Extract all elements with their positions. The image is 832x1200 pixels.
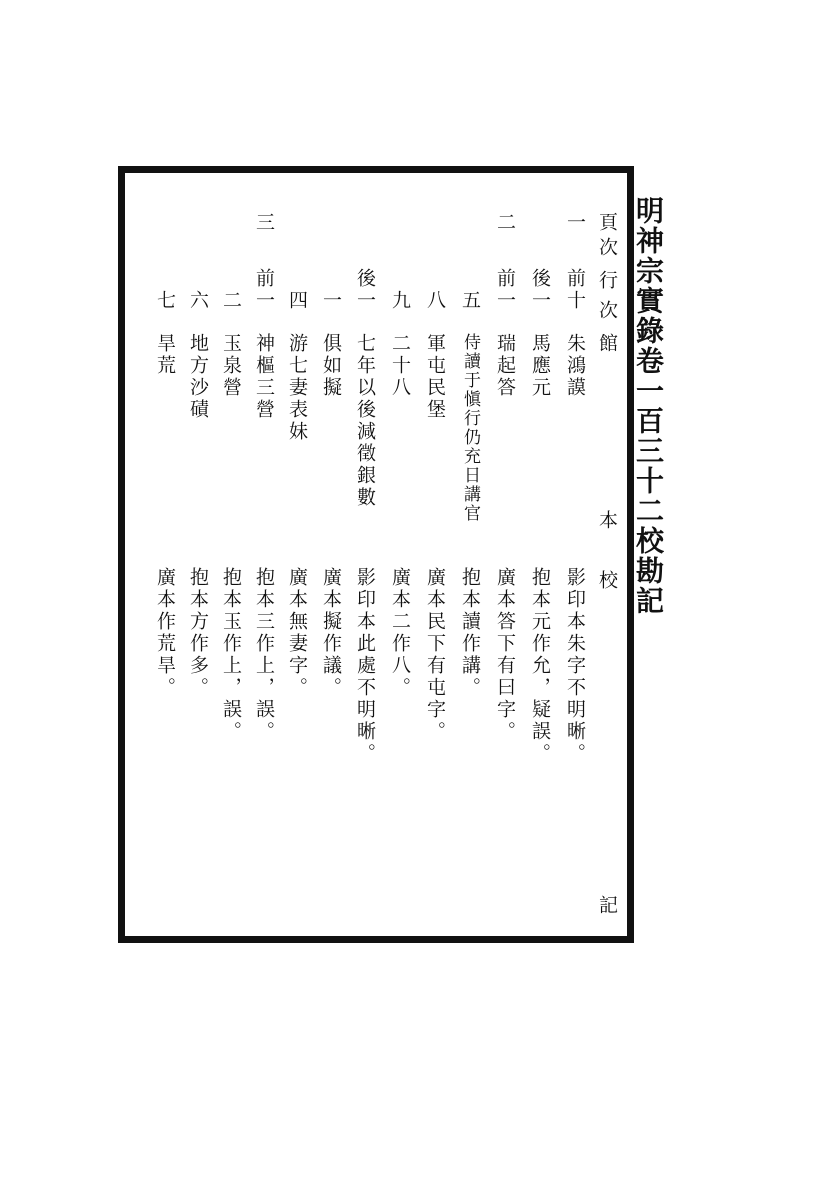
row-note: 廣本答下有曰字。 bbox=[494, 567, 516, 743]
row-line: 後一 bbox=[529, 268, 551, 312]
row-note: 影印本朱字不明晰。 bbox=[564, 567, 586, 765]
row-note: 廣本民下有屯字。 bbox=[424, 567, 446, 743]
row-note: 抱本讀作講。 bbox=[459, 567, 481, 699]
row-line: 後一 bbox=[354, 268, 376, 312]
row-note: 影印本此處不明晰。 bbox=[354, 567, 376, 765]
row-note: 抱本方作多。 bbox=[187, 567, 209, 699]
row-text: 朱鴻謨 bbox=[564, 333, 586, 399]
header-col-order2: 次 bbox=[596, 300, 618, 322]
row-text: 地方沙磧 bbox=[187, 333, 209, 421]
row-note: 廣本無妻字。 bbox=[286, 567, 308, 699]
row-note: 抱本元作允，疑誤。 bbox=[529, 567, 551, 765]
row-line: 八 bbox=[424, 290, 446, 312]
row-line: 九 bbox=[389, 290, 411, 312]
header-col-hall: 館 bbox=[596, 333, 618, 355]
row-text: 游七妻表妹 bbox=[286, 333, 308, 443]
row-text: 瑞起答 bbox=[494, 333, 516, 399]
header-col-line: 行 bbox=[596, 270, 618, 292]
row-page: 二 bbox=[494, 212, 516, 234]
row-text: 馬應元 bbox=[529, 333, 551, 399]
row-line: 前十 bbox=[564, 268, 586, 312]
row-line: 前一 bbox=[253, 268, 275, 312]
row-text: 俱如擬 bbox=[320, 333, 342, 399]
header-col-page: 頁 bbox=[596, 212, 618, 234]
row-text: 玉泉營 bbox=[220, 333, 242, 399]
row-line: 二 bbox=[220, 290, 242, 312]
row-note: 廣本作荒旱。 bbox=[154, 567, 176, 699]
row-line: 四 bbox=[286, 290, 308, 312]
row-note: 廣本二作八。 bbox=[389, 567, 411, 699]
row-line: 七 bbox=[154, 290, 176, 312]
row-line: 六 bbox=[187, 290, 209, 312]
row-text: 二十八 bbox=[389, 333, 411, 399]
page-border-frame bbox=[118, 166, 634, 943]
row-note: 抱本三作上，誤。 bbox=[253, 567, 275, 743]
row-line: 五 bbox=[459, 290, 481, 312]
header-col-collation: 校 bbox=[596, 570, 618, 592]
document-title: 明神宗實錄卷一百三十二校勘記 bbox=[632, 196, 665, 616]
row-page: 一 bbox=[564, 212, 586, 234]
header-col-order: 次 bbox=[596, 237, 618, 259]
row-note: 廣本擬作議。 bbox=[320, 567, 342, 699]
row-text: 神樞三營 bbox=[253, 333, 275, 421]
row-text: 七年以後減徵銀數 bbox=[354, 333, 376, 509]
row-text: 侍讀于愼行仍充日講官 bbox=[460, 333, 480, 523]
row-note: 抱本玉作上，誤。 bbox=[220, 567, 242, 743]
row-text: 軍屯民堡 bbox=[424, 333, 446, 421]
row-line: 一 bbox=[320, 290, 342, 312]
row-text: 旱荒 bbox=[154, 333, 176, 377]
row-page: 三 bbox=[253, 212, 275, 234]
row-line: 前一 bbox=[494, 268, 516, 312]
header-col-record: 記 bbox=[596, 895, 618, 917]
header-col-edition: 本 bbox=[596, 510, 618, 532]
